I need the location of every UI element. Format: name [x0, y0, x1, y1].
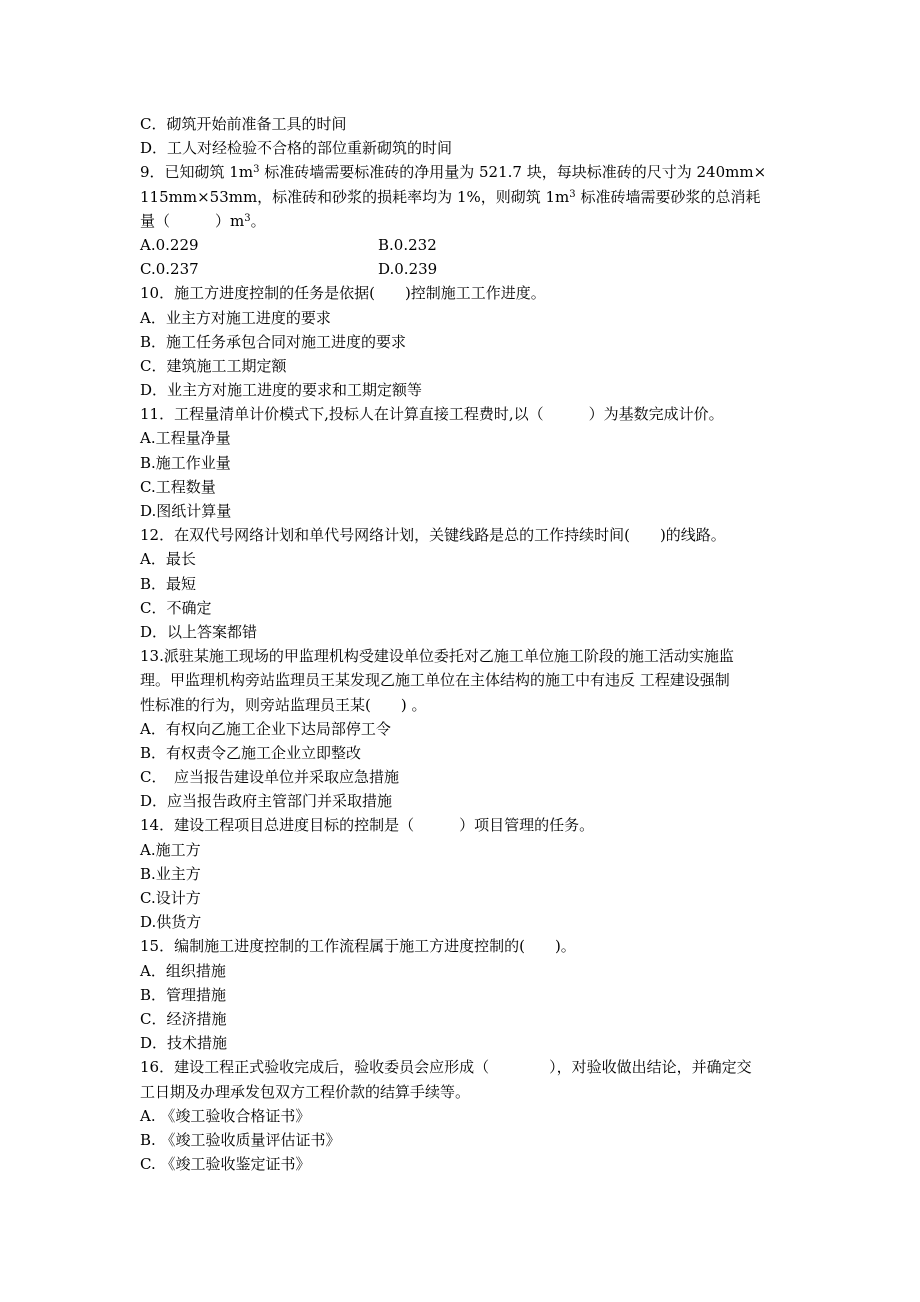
q11-option-b: B.施工作业量 — [140, 453, 231, 472]
superscript: 3 — [253, 164, 260, 176]
q14-option-b: B.业主方 — [140, 864, 201, 883]
q9-option-c: C.0.237 — [140, 260, 199, 279]
q9-stem-line-3 — [140, 209, 790, 233]
q9-text: 标准砖墙需要砂浆的总消耗 — [575, 187, 761, 206]
q14-option-c: C.设计方 — [140, 889, 201, 907]
q13-stem-line-1: 13.派驻某施工现场的甲监理机构受建设单位委托对乙施工单位施工阶段的施工活动实施监 — [140, 647, 734, 666]
q9-options-row-1 — [140, 233, 790, 257]
q12-option-c: C．不确定 — [140, 598, 212, 617]
q9-text: 9．已知砌筑 1m — [140, 163, 254, 182]
q11-option-a: A.工程量净量 — [140, 429, 231, 448]
superscript: 3 — [569, 188, 576, 200]
document-page — [140, 112, 790, 1176]
q14-option-d: D.供货方 — [140, 913, 202, 932]
q9-option-d: D.0.239 — [378, 260, 438, 279]
q10-option-c: C．建筑施工工期定额 — [140, 356, 287, 375]
q13-stem-line-3: 性标准的行为，则旁站监理员王某( ) 。 — [140, 695, 427, 714]
q10-stem: 10．施工方进度控制的任务是依据( )控制施工工作进度。 — [140, 284, 546, 303]
q12-option-d: D．以上答案都错 — [140, 622, 258, 641]
q13-option-d: D．应当报告政府主管部门并采取措施 — [140, 792, 393, 811]
q9-stem-line-1 — [140, 160, 790, 184]
q8-option-d: D．工人对经检验不合格的部位重新砌筑的时间 — [140, 139, 453, 158]
q13-stem-line-2: 理。甲监理机构旁站监理员王某发现乙施工单位在主体结构的施工中有违反 工程建设强制 — [140, 671, 730, 690]
q16-option-a: A. 《竣工验收合格证书》 — [140, 1106, 311, 1125]
q13-option-c: C． 应当报告建设单位并采取应急措施 — [140, 768, 399, 787]
q10-option-d: D．业主方对施工进度的要求和工期定额等 — [140, 381, 423, 400]
q12-option-b: B．最短 — [140, 574, 197, 593]
q13-option-b: B．有权责令乙施工企业立即整改 — [140, 743, 362, 762]
q13-option-a: A．有权向乙施工企业下达局部停工令 — [140, 719, 391, 738]
q11-stem: 11．工程量清单计价模式下,投标人在计算直接工程费时,以（ ）为基数完成计价。 — [140, 405, 724, 424]
q10-option-b: B．施工任务承包合同对施工进度的要求 — [140, 332, 407, 351]
q9-text: 。 — [250, 211, 266, 230]
q14-stem: 14．建设工程项目总进度目标的控制是（ ）项目管理的任务。 — [140, 816, 595, 835]
q9-text: 标准砖墙需要标准砖的净用量为 521.7 块，每块标准砖的尺寸为 240mm× — [259, 163, 767, 182]
q12-option-a: A．最长 — [140, 550, 196, 569]
q15-option-c: C．经济措施 — [140, 1009, 227, 1028]
q9-option-a: A.0.229 — [140, 235, 199, 254]
q14-option-a: A.施工方 — [140, 840, 201, 859]
q15-option-b: B．管理措施 — [140, 985, 227, 1004]
q9-option-b: B.0.232 — [378, 235, 437, 254]
q8-option-c: C．砌筑开始前准备工具的时间 — [140, 115, 347, 133]
q16-stem-line-1: 16．建设工程正式验收完成后，验收委员会应形成（ ），对验收做出结论，并确定交 — [140, 1058, 752, 1077]
q16-stem-line-2: 工日期及办理承发包双方工程价款的结算手续等。 — [140, 1082, 471, 1101]
q11-option-d: D.图纸计算量 — [140, 502, 232, 520]
q9-text: 115mm×53mm，标准砖和砂浆的损耗率均为 1%，则砌筑 1m — [140, 187, 570, 206]
q16-option-b: B. 《竣工验收质量评估证书》 — [140, 1130, 341, 1149]
q9-stem-line-2 — [140, 185, 790, 209]
q9-options-row-2 — [140, 257, 790, 281]
q16-option-c: C. 《竣工验收鉴定证书》 — [140, 1155, 311, 1174]
q15-option-d: D．技术措施 — [140, 1034, 228, 1053]
q11-option-c: C.工程数量 — [140, 477, 216, 496]
q15-option-a: A．组织措施 — [140, 961, 226, 980]
q10-option-a: A．业主方对施工进度的要求 — [140, 308, 331, 327]
superscript: 3 — [244, 212, 251, 224]
q9-text: 量（ ）m — [140, 211, 245, 230]
q12-stem: 12．在双代号网络计划和单代号网络计划，关键线路是总的工作持续时间( )的线路。 — [140, 526, 726, 545]
q15-stem: 15．编制施工进度控制的工作流程属于施工方进度控制的( )。 — [140, 937, 576, 956]
